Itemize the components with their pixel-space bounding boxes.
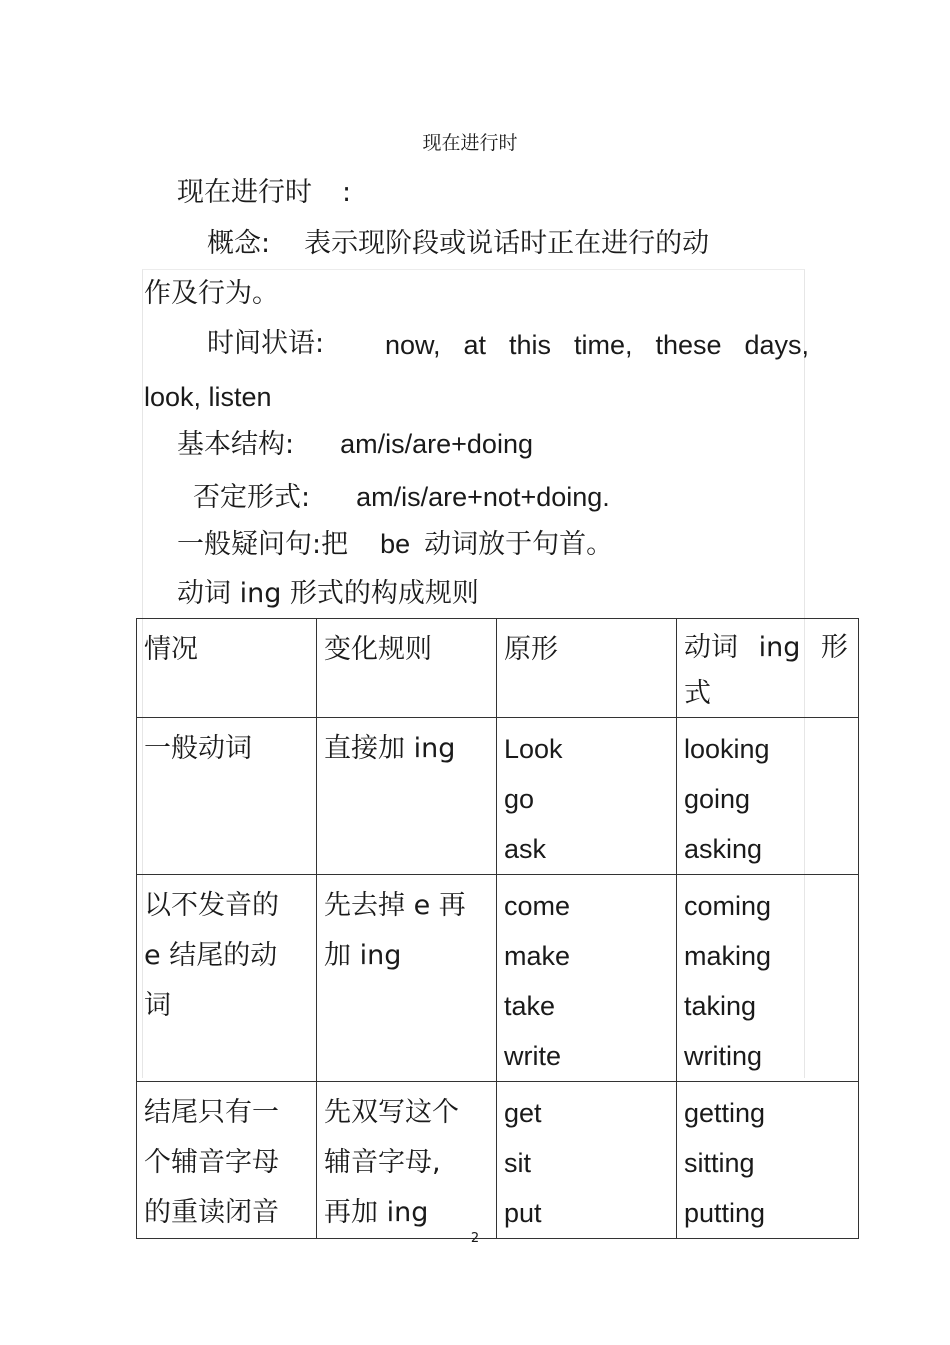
base-form-cell: come make take write: [497, 875, 677, 1082]
rule-cell: 先双写这个 辅音字母, 再加 ing: [317, 1082, 497, 1239]
table-header-row: [137, 619, 859, 718]
adverbial-label: 时间状语:: [207, 328, 325, 359]
base-form-cell: get sit put: [497, 1082, 677, 1239]
heading-text: 现在进行时: [177, 177, 312, 208]
adverbial-word: at: [463, 330, 487, 360]
header-cell: 变化规则: [317, 619, 497, 718]
header-cell: 动词 ing 形 式: [677, 619, 859, 718]
concept-label: 概念:: [207, 228, 271, 259]
negative-value: am/is/are+not+doing.: [356, 482, 610, 512]
question-line: [177, 527, 613, 562]
question-rest: 动词放于句首。: [424, 529, 614, 560]
rule-cell: 先去掉 e 再 加 ing: [317, 875, 497, 1082]
structure-value: am/is/are+doing: [340, 429, 533, 459]
adverbial-line: [207, 327, 324, 361]
adverbial-words: [385, 328, 809, 362]
situation-cell: 一般动词: [137, 718, 317, 875]
ing-rules-table: [136, 618, 859, 1239]
ing-form-cell: coming making taking writing: [677, 875, 859, 1082]
rules-intro: 动词 ing 形式的构成规则: [177, 578, 479, 609]
concept-line: [207, 227, 709, 261]
adverbial-line-2: look, listen: [144, 382, 272, 412]
table-row: [137, 718, 859, 875]
situation-cell: 以不发音的 e 结尾的动 词: [137, 875, 317, 1082]
adverbial-word: days,: [744, 330, 809, 360]
adverbial-word: now,: [385, 330, 441, 360]
question-label: 一般疑问句:把: [177, 529, 349, 560]
adverbial-word: time,: [573, 330, 633, 360]
negative-line: [193, 480, 610, 515]
concept-text: 表示现阶段或说话时正在进行的动: [304, 228, 710, 259]
page-title: 现在进行时: [422, 132, 518, 154]
rule-cell: 直接加 ing: [317, 718, 497, 875]
structure-line: [177, 427, 533, 462]
ing-form-cell: getting sitting putting: [677, 1082, 859, 1239]
section-heading: [177, 176, 351, 210]
ing-form-cell: looking going asking: [677, 718, 859, 875]
heading-colon: :: [342, 177, 352, 208]
table-row: [137, 875, 859, 1082]
negative-label: 否定形式:: [193, 482, 311, 513]
question-be: be: [380, 529, 411, 559]
table-row: [137, 1082, 859, 1239]
structure-label: 基本结构:: [177, 429, 295, 460]
base-form-cell: Look go ask: [497, 718, 677, 875]
situation-cell: 结尾只有一 个辅音字母 的重读闭音: [137, 1082, 317, 1239]
header-cell: 情况: [137, 619, 317, 718]
adverbial-word: these: [655, 330, 722, 360]
page-number: 2: [470, 1231, 480, 1246]
adverbial-word: this: [508, 330, 552, 360]
concept-line-2: 作及行为。: [144, 278, 279, 309]
header-cell: 原形: [497, 619, 677, 718]
